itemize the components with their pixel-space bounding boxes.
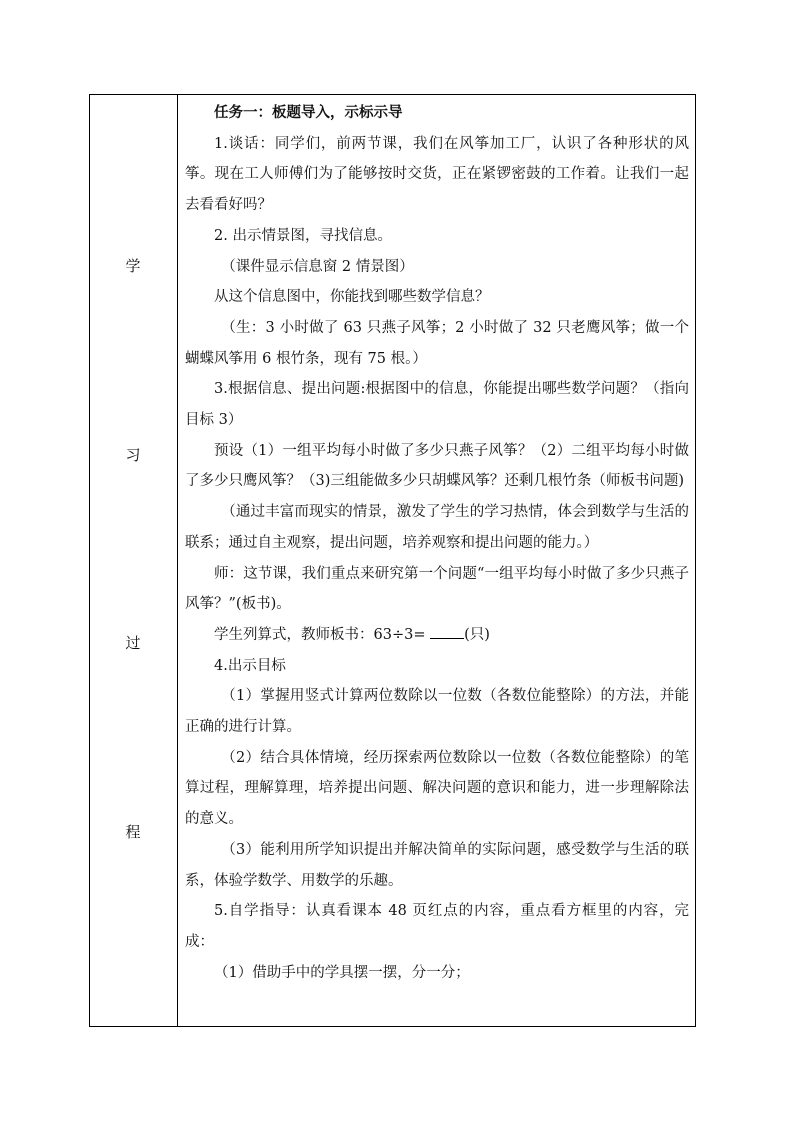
paragraph-equation bbox=[185, 620, 689, 651]
paragraph-presets: 预设（1）一组平均每小时做了多少只燕子风筝？（2）二组平均每小时做了多少只鹰风筝？（3)三组能做多少只胡蝶风筝？还剩几根竹条（师板书问题) bbox=[185, 442, 689, 490]
paragraph-show-goals: 4.出示目标 bbox=[214, 657, 286, 674]
paragraph-teacher: 师：这节课，我们重点来研究第一个问题“一组平均每小时做了多少只燕子风筝？”(板书)。 bbox=[185, 565, 689, 613]
side-label-xi: 习 bbox=[125, 446, 141, 464]
paragraph-step-1: （1）借助手中的学具摆一摆，分一分； bbox=[214, 964, 470, 981]
paragraph-question: 从这个信息图中，你能找到哪些数学信息？ bbox=[214, 289, 490, 306]
paragraph-show-scene: 2. 出示情景图，寻找信息。 bbox=[214, 227, 392, 244]
paragraph-courseware: （课件显示信息窗 2 情景图） bbox=[221, 258, 414, 275]
equation-unit: (只) bbox=[464, 626, 490, 643]
paragraph-student-answer: （生：3 小时做了 63 只燕子风筝；2 小时做了 32 只老鹰风筝；做一个蝴蝶风筝用 6 根竹条，现有 75 根。） bbox=[185, 319, 689, 367]
lesson-table bbox=[89, 94, 696, 1027]
answer-blank bbox=[430, 624, 464, 639]
goal-3: （3）能利用所学知识提出并解决简单的实际问题，感受数学与生活的联系，体验学数学、用数学的乐趣。 bbox=[185, 841, 689, 889]
paragraph-note: （通过丰富而现实的情景，激发了学生的学习热情，体会到数学与生活的联系；通过自主观察，提出问题，培养观察和提出问题的能力。） bbox=[185, 504, 689, 551]
side-label-guo: 过 bbox=[125, 634, 141, 652]
paragraph-self-study: 5.自学指导：认真看课本 48 页红点的内容，重点看方框里的内容，完成： bbox=[185, 903, 689, 950]
paragraph-talk: 1.谈话：同学们，前两节课，我们在风筝加工厂，认识了各种形状的风筝。现在工人师傅们为了能够按时交货，正在紧锣密鼓的工作着。让我们一起去看看好吗？ bbox=[185, 135, 689, 214]
goal-1: （1）掌握用竖式计算两位数除以一位数（各数位能整除）的方法，并能正确的进行计算。 bbox=[185, 688, 689, 736]
task-title: 任务一：板题导入，示标示导 bbox=[214, 104, 403, 121]
content-cell bbox=[185, 98, 689, 988]
side-label-cheng: 程 bbox=[125, 823, 141, 841]
paragraph-raise-questions: 3.根据信息、提出问题:根据图中的信息，你能提出哪些数学问题？（指向目标 3） bbox=[185, 381, 689, 429]
column-divider bbox=[177, 95, 178, 1026]
equation-text: 学生列算式，教师板书：63÷3= bbox=[214, 626, 431, 643]
goal-2: （2）结合具体情境，经历探索两位数除以一位数（各数位能整除）的笔算过程，理解算理，培养提出问题、解决问题的意识和能力，进一步理解除法的意义。 bbox=[185, 749, 689, 828]
side-label-xue: 学 bbox=[125, 257, 141, 275]
